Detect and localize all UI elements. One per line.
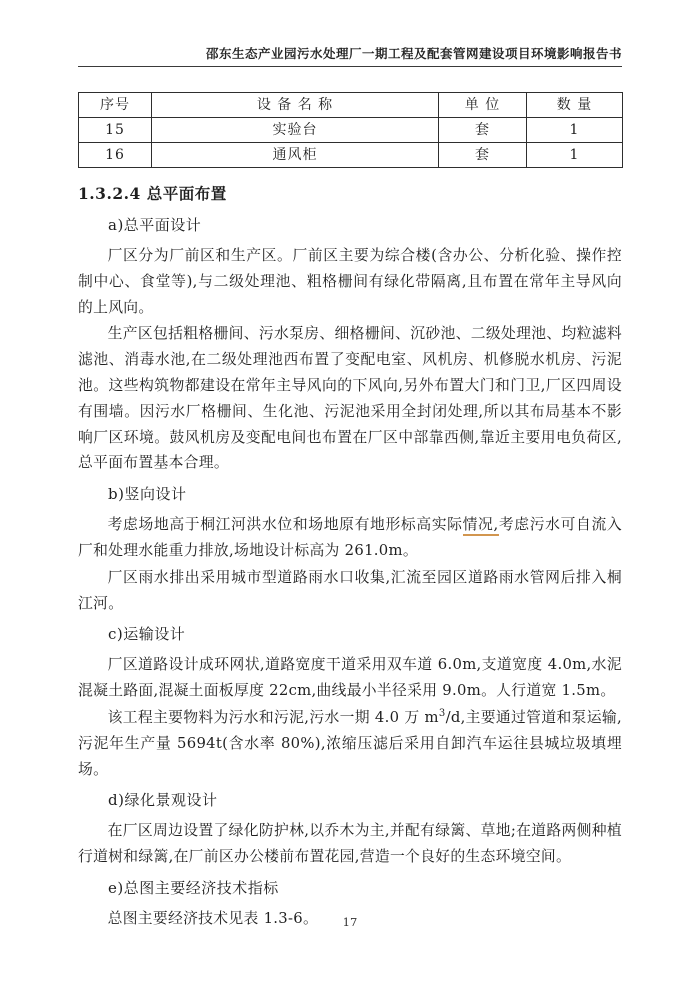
sub-heading-e: e)总图主要经济技术指标 — [108, 878, 279, 897]
cell-name: 通风柜 — [152, 143, 439, 168]
cell-qty: 1 — [527, 143, 623, 168]
paragraph-d1: 在厂区周边设置了绿化防护林,以乔木为主,并配有绿篱、草地;在道路两侧种植行道树和绿篱,在厂前区办公楼前布置花园,营造一个良好的生态环境空间。 — [78, 822, 622, 866]
cell-name: 实验台 — [152, 118, 439, 143]
table-row — [79, 143, 623, 168]
paragraph-b1 — [78, 512, 622, 564]
cell-no: 16 — [79, 143, 152, 168]
cell-no: 15 — [79, 118, 152, 143]
paragraph-b2: 厂区雨水排出采用城市型道路雨水口收集,汇流至园区道路雨水管网后排入桐江河。 — [78, 568, 622, 612]
equipment-table — [78, 92, 623, 168]
sub-heading-d: d)绿化景观设计 — [108, 791, 218, 810]
sub-heading-c: c)运输设计 — [108, 625, 186, 644]
cell-unit: 套 — [439, 143, 527, 168]
paragraph-a1: 厂区分为厂前区和生产区。厂前区主要为综合楼(含办公、分析化验、操作控制中心、食堂等),与二级处理池、粗格栅间有绿化带隔离,且布置在常年主导风向的上风向。 — [78, 247, 622, 316]
document-header-title: 邵东生态产业园污水处理厂一期工程及配套管网建设项目环境影响报告书 — [205, 46, 622, 61]
paragraph-c2-text: 该工程主要物料为污水和污泥,污水一期 4.0 万 m — [107, 708, 439, 726]
paragraph-c2 — [78, 705, 622, 782]
sub-heading-b: b)竖向设计 — [108, 485, 187, 504]
proofing-underline-text: 情况, — [463, 516, 499, 536]
equipment-table-header-row — [79, 93, 623, 118]
cell-qty: 1 — [527, 118, 623, 143]
cell-unit: 套 — [439, 118, 527, 143]
table-row — [79, 118, 623, 143]
paragraph-c2-text-after: /d,主要通过管道和泵运输,污泥年生产量 5694t(含水率 80%),浓缩压滤后采用自卸汽车运往县城垃圾填埋场。 — [78, 708, 622, 778]
paragraph-e1: 总图主要经济技术见表 1.3-6。 — [107, 909, 319, 927]
document-header — [78, 46, 622, 67]
paragraph-b1-text: 考虑场地高于桐江河洪水位和场地原有地形标高实际 — [107, 516, 463, 534]
sub-heading-a: a)总平面设计 — [108, 216, 202, 234]
col-header-name: 设 备 名 称 — [152, 93, 439, 118]
paragraph-c1: 厂区道路设计成环网状,道路宽度干道采用双车道 6.0m,支道宽度 4.0m,水泥混凝土路面,混凝土面板厚度 22cm,曲线最小半径采用 9.0m。人行道宽 1.5m。 — [78, 656, 622, 700]
col-header-no: 序号 — [79, 93, 152, 118]
paragraph-b1-text-after: 考虑污水可自流入厂和处理水能重力排放,场地设计标高为 261.0m。 — [78, 516, 623, 559]
page-number: 17 — [342, 915, 358, 929]
superscript-3: 3 — [438, 708, 446, 720]
col-header-unit: 单 位 — [439, 93, 527, 118]
section-heading: 1.3.2.4 总平面布置 — [78, 184, 227, 203]
paragraph-a2: 生产区包括粗格栅间、污水泵房、细格栅间、沉砂池、二级处理池、均粒滤料滤池、消毒水池,在二级处理池西布置了变配电室、风机房、机修脱水机房、污泥池。这些构筑物都建设在常年主导风向的下风向,另外布置大门和门卫,厂区四周设有围墙。因污水厂格栅间、生化池、污泥池采用全封闭处理,所以其布局基本不影响厂区环境。鼓风机房及变配电间也布置在厂区中部靠西侧,靠近主要用电负荷区,总平面布置基本合理。 — [78, 325, 622, 472]
col-header-qty: 数 量 — [527, 93, 623, 118]
